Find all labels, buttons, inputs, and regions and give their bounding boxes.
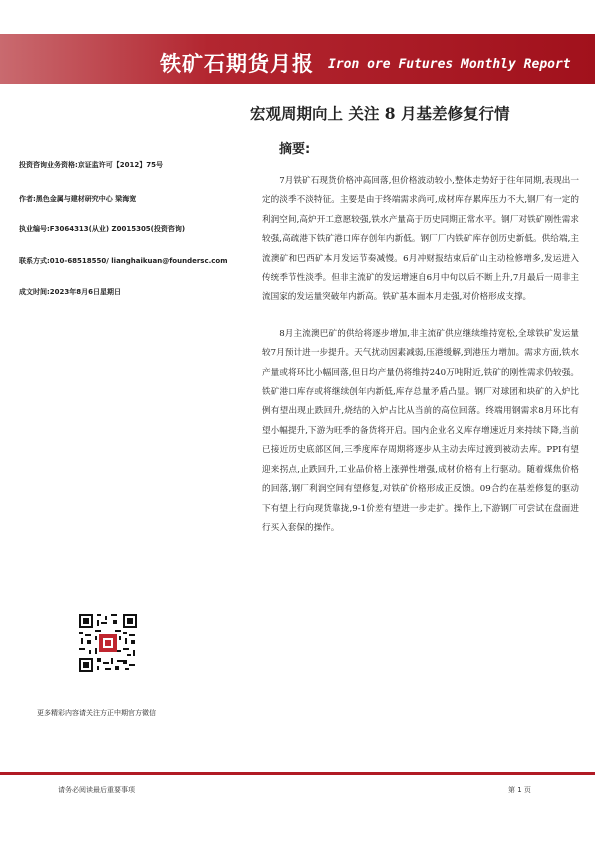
summary-body <box>262 172 579 538</box>
summary-paragraph-1: 7月铁矿石现货价格冲高回落,但价格波动较小,整体走势好于往年同期,表现出一定的淡季不淡特征。主要是由于终端需求尚可,成材库存累库压力不大,钢厂有一定的利润空间,高炉开工意愿较强,铁水产量高于历史同期正常水平。钢厂对铁矿刚性需求较强,高疏港下铁矿港口库存创年内新低。钢厂厂内铁矿库存创历史新低。供给端,主流澳矿和巴西矿本月发运节奏减慢。6月冲财报结束后矿山主动检修增多,发运进入传统季节性淡季。但非主流矿的发运增速自6月中旬以后不断上升,7月最后一周非主流国家的发运量突破年内新高。铁矿基本面本月走强,对价格形成支撑。 <box>262 176 579 303</box>
summary-paragraph-2: 8月主流澳巴矿的供给将逐步增加,非主流矿供应继续维持宽松,全球铁矿发运量较7月预计进一步提升。天气扰动因素减弱,压港缓解,到港压力增加。需求方面,铁水产量或将环比小幅回落,但日均产量仍将维持240万吨附近,铁矿的刚性需求仍较强。铁矿港口库存或将继续创年内新低,库存总量矛盾凸显。钢厂对球团和块矿的入炉比例有望出现止跌回升,烧结的入炉占比从当前的高位回落。终端用钢需求8月环比有望小幅提升,下游为旺季的备货将开启。国内企业名义库存增速近月来持续下降,当前已接近历史底部区间,三季度库存周期将逐步从主动去库过渡到被动去库。PPI有望迎来拐点,止跌回升,工业品价格上涨弹性增强,成材价格有上行驱动。随着煤焦价格的回落,钢厂利润空间有望修复,对铁矿价格形成正反馈。09合约在基差修复的驱动下有望上行向现货靠拢,9-1价差有望进一步走扩。操作上,下游钢厂可尝试在盘面进行买入套保的操作。 <box>262 328 579 533</box>
qualification-line: 投资咨询业务资格:京证监许可【2012】75号 <box>19 161 164 169</box>
page-number: 第 1 页 <box>508 786 531 794</box>
date-line: 成文时间:2023年8月6日星期日 <box>19 288 122 296</box>
contact-line: 联系方式:010-68518550/ lianghaikuan@foundersc.com <box>19 257 228 265</box>
summary-heading: 摘要: <box>279 142 311 157</box>
wechat-qr-code-icon <box>79 614 137 672</box>
disclaimer-notice: 请务必阅读最后重要事项 <box>58 786 135 794</box>
footer-divider <box>0 772 595 775</box>
qr-caption: 更多精彩内容请关注方正中期官方微信 <box>37 709 156 717</box>
author-line: 作者:黑色金属与建材研究中心 梁海宽 <box>19 195 137 203</box>
license-line: 执业编号:F3064313(从业) Z0015305(投资咨询) <box>19 225 186 233</box>
report-title-cn: 铁矿石期货月报 <box>160 52 314 76</box>
report-headline: 宏观周期向上 关注 8 月基差修复行情 <box>250 104 510 123</box>
report-title-en: Iron ore Futures Monthly Report <box>328 57 571 72</box>
